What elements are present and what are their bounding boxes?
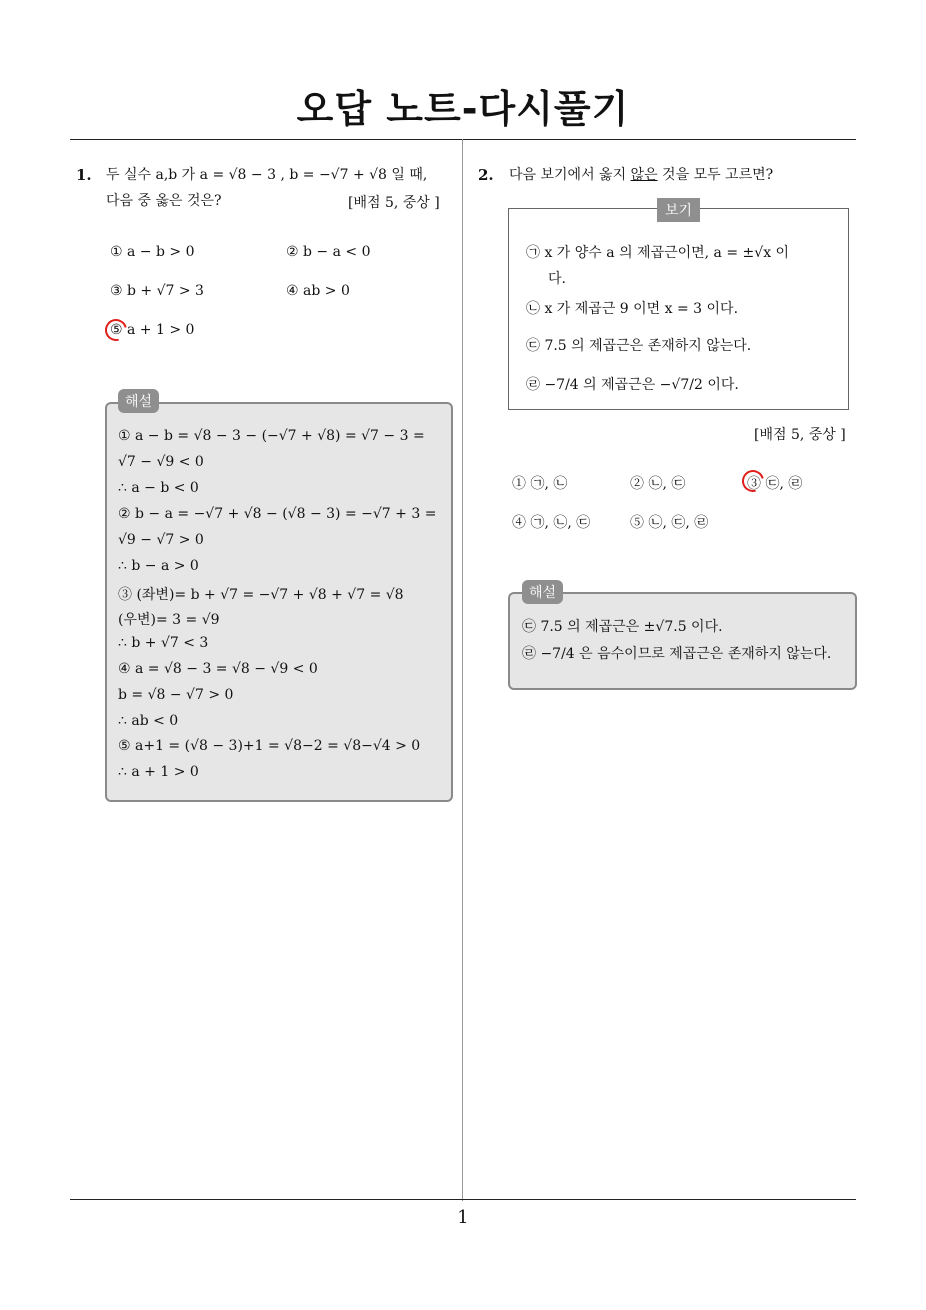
explanation-line: ② b − a = −√7 + √8 − (√8 − 3) = −√7 + 3 = (118, 506, 437, 522)
underlined-word: 않은 (630, 167, 658, 183)
score-label: [배점 5, 중상 ] (754, 427, 846, 443)
explanation-line: ④ a = √8 − 3 = √8 − √9 < 0 (118, 661, 318, 677)
explanation-line: ∴ a − b < 0 (118, 480, 199, 496)
explanation-line: ㉣ −7/4 은 음수이므로 제곱근은 존재하지 않는다. (522, 646, 832, 662)
explanation-line: √9 − √7 > 0 (118, 532, 204, 548)
explanation-line: ∴ b + √7 < 3 (118, 635, 209, 651)
explanation-line: √7 − √9 < 0 (118, 454, 204, 470)
choice-2[interactable]: ② b − a < 0 (286, 244, 371, 260)
explanation-line: ⑤ a+1 = (√8 − 3)+1 = √8−2 = √8−√4 > 0 (118, 738, 421, 754)
choice-2[interactable]: ② ㉡, ㉢ (630, 476, 686, 492)
explanation-box (508, 592, 857, 690)
view-item: 다. (548, 271, 566, 287)
page-number: 1 (457, 1207, 469, 1228)
explanation-line: b = √8 − √7 > 0 (118, 687, 234, 703)
question-number: 2. (478, 166, 494, 184)
answer-mark-circle (101, 315, 131, 345)
explanation-label: 해설 (118, 389, 159, 413)
choice-5[interactable]: ⑤ a + 1 > 0 (110, 322, 195, 338)
choice-1[interactable]: ① a − b > 0 (110, 244, 195, 260)
view-item: ㉡ x 가 제곱근 9 이면 x = 3 이다. (526, 301, 739, 317)
page-title: 오답 노트-다시풀기 (296, 87, 630, 131)
explanation-line: ∴ ab < 0 (118, 713, 179, 729)
explanation-line: (우변)= 3 = √9 (118, 612, 220, 628)
explanation-label: 해설 (522, 580, 563, 604)
question-text (509, 165, 773, 185)
choice-1[interactable]: ① ㉠, ㉡ (512, 476, 568, 492)
view-item: ㉣ −7/4 의 제곱근은 −√7/2 이다. (526, 377, 739, 393)
question-text: 두 실수 a,b 가 a = √8 − 3 , b = −√7 + √8 일 때, (106, 167, 428, 183)
choice-3[interactable]: ③ b + √7 > 3 (110, 283, 204, 299)
question-text: 다음 중 옳은 것은? (106, 193, 222, 209)
explanation-line: ㉢ 7.5 의 제곱근은 ±√7.5 이다. (522, 619, 723, 635)
column-divider (462, 139, 463, 1201)
explanation-line: ∴ a + 1 > 0 (118, 764, 199, 780)
bottom-divider (70, 1199, 856, 1200)
choice-4[interactable]: ④ ab > 0 (286, 283, 350, 299)
explanation-line: ① a − b = √8 − 3 − (−√7 + √8) = √7 − 3 = (118, 428, 425, 444)
view-item: ㉢ 7.5 의 제곱근은 존재하지 않는다. (526, 338, 752, 354)
choice-5[interactable]: ⑤ ㉡, ㉢, ㉣ (630, 515, 709, 531)
choice-3[interactable]: ③ ㉢, ㉣ (747, 476, 803, 492)
view-item: ㉠ x 가 양수 a 의 제곱근이면, a = ±√x 이 (526, 245, 790, 261)
question-number: 1. (76, 166, 92, 184)
choice-4[interactable]: ④ ㉠, ㉡, ㉢ (512, 515, 591, 531)
question-text-part: 것을 모두 고르면? (657, 167, 774, 183)
question-text-part: 다음 보기에서 옳지 (509, 167, 631, 183)
view-label: 보기 (657, 198, 700, 222)
score-label: [배점 5, 중상 ] (348, 195, 440, 211)
explanation-line: ③ (좌변)= b + √7 = −√7 + √8 + √7 = √8 (118, 587, 404, 603)
top-divider (70, 139, 856, 140)
explanation-line: ∴ b − a > 0 (118, 558, 199, 574)
